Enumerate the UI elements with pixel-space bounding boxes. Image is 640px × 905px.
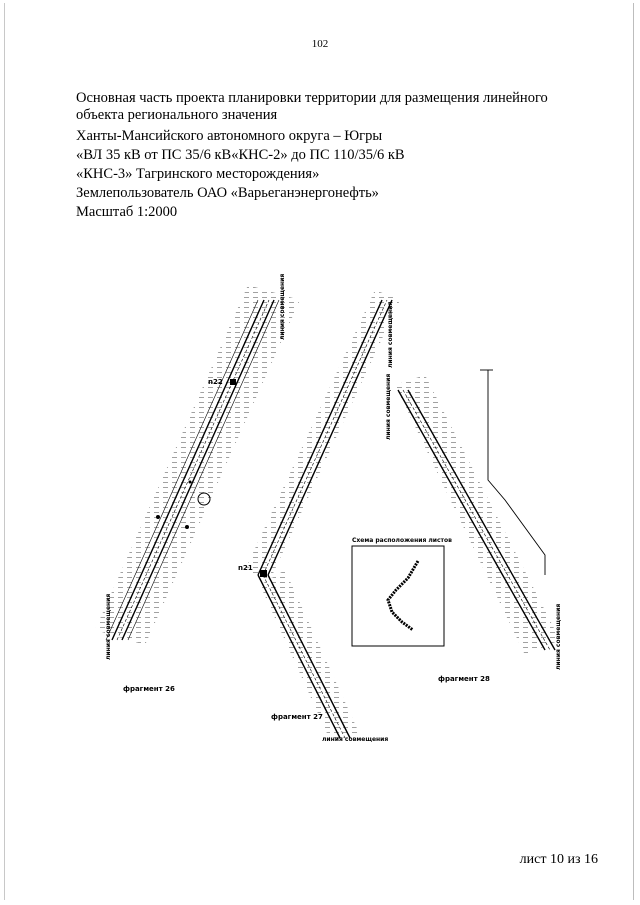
header-line-4: «ВЛ 35 кВ от ПС 35/6 кВ«КНС-2» до ПС 110/35/6 кВ <box>76 147 405 163</box>
match-line-label-26a: линия совмещения <box>105 593 112 660</box>
sheet-layout-inset <box>352 537 452 646</box>
inset-title: Схема расположения листов <box>352 537 452 544</box>
fragment-26-label: фрагмент 26 <box>123 685 175 693</box>
fragment-28-label: фрагмент 28 <box>438 675 490 683</box>
header-line-3: Ханты-Мансийского автономного округа – Югры <box>76 128 383 144</box>
match-line-label-27a: линия совмещения <box>322 736 389 743</box>
header-line-1: Основная часть проекта планировки территории для размещения линейного <box>76 90 548 106</box>
point-label-n22: n22 <box>208 378 223 386</box>
sheet-counter: лист 10 из 16 <box>519 852 598 867</box>
page-number: 102 <box>311 38 329 50</box>
header-line-6: Землепользователь ОАО «Варьеганэнергонефть» <box>76 185 379 201</box>
pole-marker <box>260 570 267 577</box>
fragment-27-label: фрагмент 27 <box>271 713 323 721</box>
point-label-n21: n21 <box>238 564 253 572</box>
header-line-2: объекта регионального значения <box>76 107 278 123</box>
header-line-7: Масштаб 1:2000 <box>76 204 178 220</box>
pole-marker <box>230 379 236 385</box>
fragment-26-drawing <box>95 274 300 693</box>
header-line-5: «КНС-3» Тагринского месторождения» <box>76 166 320 182</box>
match-line-label-28a: линия совмещения <box>385 373 392 440</box>
match-line-label-27b: линия совмещения <box>387 301 394 368</box>
match-line-label-26b: линия совмещения <box>279 273 286 340</box>
match-line-label-28b: линия совмещения <box>555 603 562 670</box>
